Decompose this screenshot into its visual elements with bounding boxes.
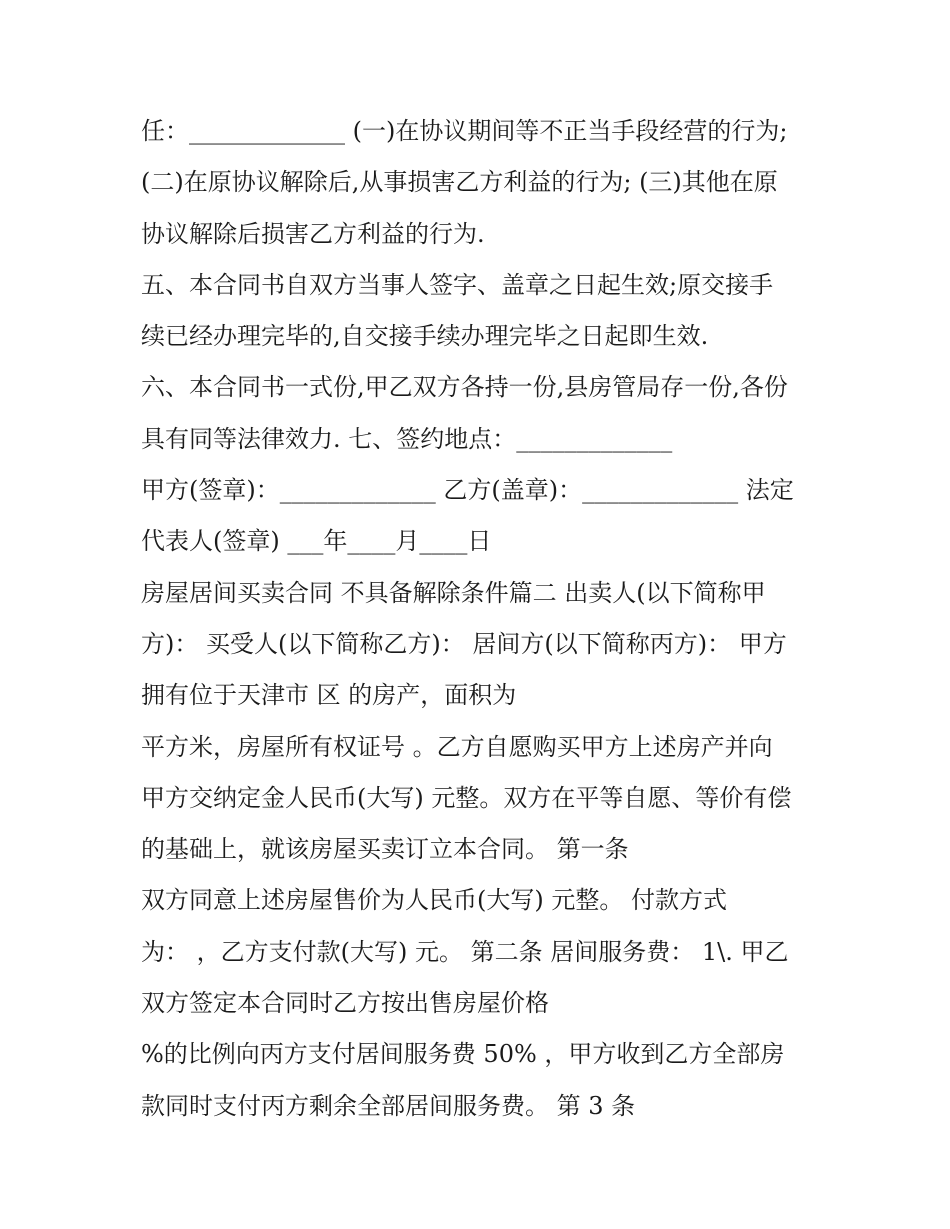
text-line: 六、本合同书一式份,甲乙双方各持一份,县房管局存一份,各份 [141,373,788,402]
text-line: 任：_____________ (一)在协议期间等不正当手段经营的行为; [141,117,788,145]
text-line: 双方同意上述房屋售价为人民币(大写) 元整。 付款方式 [141,886,727,915]
text-line: 款同时支付丙方剩余全部居间服务费。 第 3 条 [141,1091,636,1120]
text-line: 续已经办理完毕的,自交接手续办理完毕之日起即生效. [141,322,709,351]
text-line: 代表人(签章) ___年____月____日 [141,527,492,556]
text-line: 甲方交纳定金人民币(大写) 元整。双方在平等自愿、等价有偿 [141,783,792,812]
text-line: 协议解除后损害乙方利益的行为. [141,219,485,248]
text-line: 的基础上，就该房屋买卖订立本合同。 第一条 [141,835,629,864]
text-line: 为： ，乙方支付款(大写) 元。 第二条 居间服务费： 1\. 甲乙 [141,937,789,966]
text-line: 房屋居间买卖合同 不具备解除条件篇二 出卖人(以下简称甲 [141,578,766,607]
text-line: 平方米，房屋所有权证号 。乙方自愿购买甲方上述房产并向 [141,732,773,761]
document-body [141,106,831,1132]
text-line: %的比例向丙方支付居间服务费 50% ，甲方收到乙方全部房 [141,1040,785,1069]
text-line: 双方签定本合同时乙方按出售房屋价格 [141,989,549,1018]
text-line: 具有同等法律效力. 七、签约地点：_____________ [141,424,673,453]
text-line: 五、本合同书自双方当事人签字、盖章之日起生效;原交接手 [141,270,774,299]
text-line: (二)在原协议解除后,从事损害乙方利益的行为; (三)其他在原 [141,168,778,197]
text-line: 方)： 买受人(以下简称乙方)： 居间方(以下简称丙方)： 甲方 [141,629,787,658]
text-line: 甲方(签章)：_____________ 乙方(盖章)：_____________ 法定 [141,476,794,505]
text-line: 拥有位于天津市 区 的房产，面积为 [141,681,517,710]
